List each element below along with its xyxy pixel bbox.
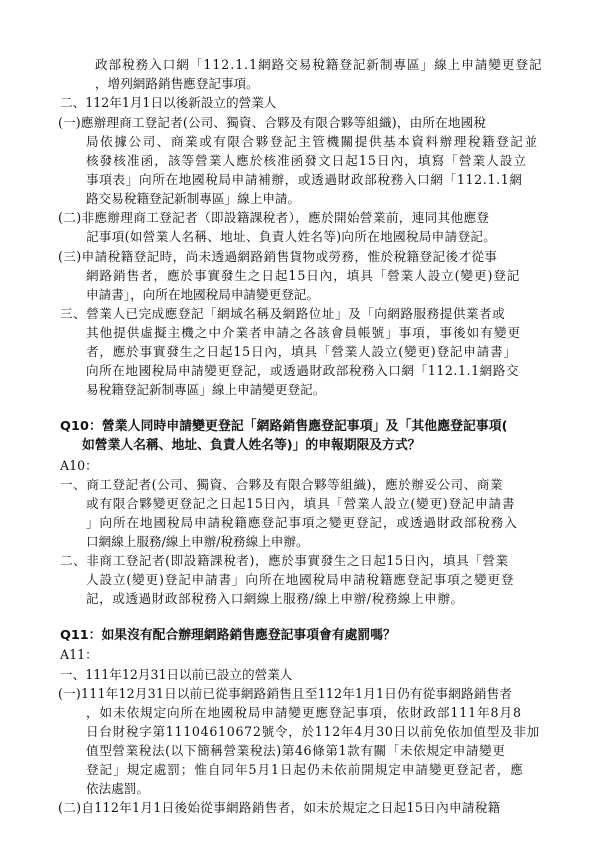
text-line: (一)111年12月31日以前已從事網路銷售且至112年1月1日仍有從事網路銷售者 (58, 686, 513, 701)
text-line: 一、商工登記者(公司、獨資、合夥及有限合夥等組織)，應於辦妥公司、商業 (60, 477, 503, 492)
section-heading: 一、111年12月31日以前已設立的營業人 (60, 667, 293, 682)
text-line: ，增列網路銷售應登記事項。 (95, 76, 259, 91)
text-line: 登記」規定處罰；惟自同年5月1日起仍未依前開規定申請變更登記者，應 (86, 762, 524, 777)
answer-label: A10： (60, 458, 98, 473)
text-line: (二)自112年1月1日後始從事網路銷售者，如未於規定之日起15日內申請稅籍 (58, 800, 501, 815)
text-line: (三)申請稅籍登記時，尚未透過網路銷售貨物或勞務，惟於稅籍登記後才從事 (58, 249, 498, 264)
text-line: (一)應辦理商工登記者(公司、獨資、合夥及有限合夥等組織)，由所在地國稅 (58, 115, 487, 130)
question-heading: Q10：營業人同時申請變更登記「網路銷售應登記事項」及「其他應登記事項( (60, 419, 508, 434)
text-line: 其他提供虛擬主機之中介業者申請之各該會員帳號」事項，事後如有變更 (86, 325, 521, 340)
text-line: 易稅籍登記新制專區」線上申請變更登記。 (86, 382, 326, 397)
text-line: 局依據公司、商業或有限合夥登記主管機關提供基本資料辦理稅籍登記並 (86, 134, 539, 149)
text-line: 核發核准函，該等營業人應於核准函發文日起15日內，填寫「營業人設立 (86, 153, 528, 168)
text-line: 網路銷售者，應於事實發生之日起15日內，填具「營業人設立(變更)登記 (86, 268, 521, 283)
section-heading: 二、112年1月1日以後新設立的營業人 (60, 95, 277, 110)
question-heading: Q11：如果沒有配合辦理網路銷售應登記事項會有處罰嗎？ (60, 628, 396, 643)
text-line: 人設立(變更)登記申請書」向所在地國稅局申請稅籍應登記事項之變更登 (86, 572, 515, 587)
text-line: 申請書」，向所在地國稅局申請變更登記。 (86, 287, 319, 302)
text-line: 依法處罰。 (86, 781, 149, 796)
text-line: 口網線上服務/線上申辦/稅務線上申辦。 (86, 534, 309, 549)
text-line: 二、非商工登記者(即設籍課稅者)，應於事實發生之日起15日內，填具「營業 (60, 553, 509, 568)
answer-label: A11： (60, 647, 98, 662)
text-line: 日台財稅字第11104610672號令，於112年4月30日以前免依加值型及非加 (86, 724, 540, 739)
text-line: 三、營業人已完成應登記「網域名稱及網路位址」及「向網路服務提供業者或 (60, 306, 506, 321)
text-line: 或有限合夥變更登記之日起15日內，填具「營業人設立(變更)登記申請書 (86, 496, 516, 511)
text-line: 」向所在地國稅局申請稅籍應登記事項之變更登記，或透過財政部稅務入 (86, 515, 518, 530)
text-line: 路交易稅籍登記新制專區」線上申請。 (86, 191, 301, 206)
text-line: ，如未依規定向所在地國稅局申請變更應登記事項，依財政部111年8月8 (86, 705, 522, 720)
question-heading: 如營業人名稱、地址、負責人姓名等)」的申報期限及方式？ (82, 438, 421, 453)
text-line: 事項表」向所在地國稅局申請補辦，或透過財政部稅務入口網「112.1.1網 (86, 172, 523, 187)
text-line: 記事項(如營業人名稱、地址、負責人姓名等)向所在地國稅局申請登記。 (86, 229, 497, 244)
text-line: (二)非應辦理商工登記者（即設籍課稅者），應於開始營業前，連同其他應登 (58, 210, 490, 225)
text-line: 值型營業稅法(以下簡稱營業稅法)第46條第1款有關「未依規定申請變更 (86, 743, 506, 758)
text-line: 政部稅務入口網「112.1.1網路交易稅籍登記新制專區」線上申請變更登記 (95, 57, 543, 72)
text-line: 向所在地國稅局申請變更登記，或透過財政部稅務入口網「112.1.1網路交 (86, 363, 520, 378)
text-line: 記，或透過財政部稅務入口網線上服務/線上申辦/稅務線上申辦。 (86, 591, 464, 606)
text-line: 者，應於事實發生之日起15日內，填具「營業人設立(變更)登記申請書」 (86, 344, 517, 359)
